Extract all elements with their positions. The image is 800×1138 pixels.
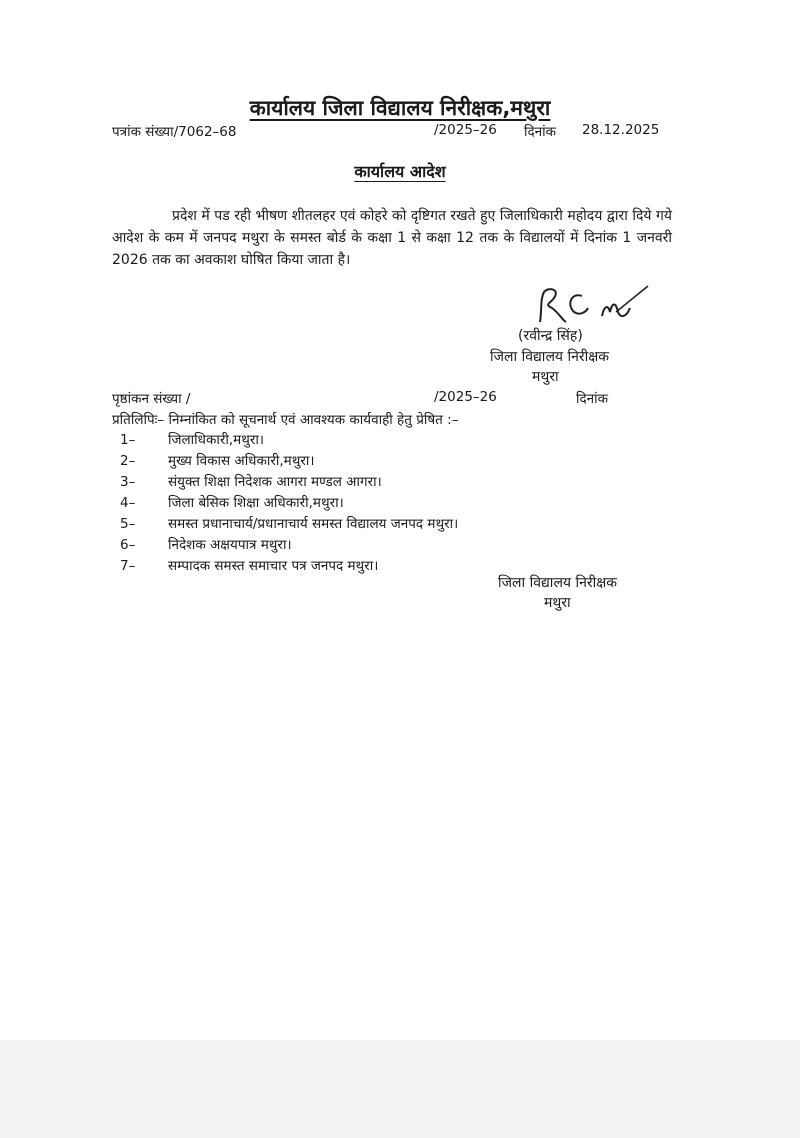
signatory-designation: जिला विद्यालय निरीक्षक	[490, 349, 610, 365]
list-item: 7– सम्पादक समस्त समाचार पत्र जनपद मथुरा।	[120, 558, 379, 574]
office-title: कार्यालय जिला विद्यालय निरीक्षक,मथुरा	[249, 96, 551, 120]
list-item: 3– संयुक्त शिक्षा निदेशक आगरा मण्डल आगरा।	[120, 474, 382, 490]
closing-place: मथुरा	[544, 595, 571, 611]
bottom-margin	[0, 1040, 800, 1138]
order-heading: कार्यालय आदेश	[354, 162, 446, 181]
order-body: प्रदेश में पड रही भीषण शीतलहर एवं कोहरे को दृष्टिगत रखते हुए जिलाधिकारी महोदय द्वारा दिये गये आदेश के कम में जनपद मथुरा के समस्त बोर्ड के कक्षा 1 से कक्षा 12 तक के विद्यालयों में दिनांक 1 जनवरी 2026 तक का अवकाश घोषित किया जाता है।	[112, 208, 672, 268]
closing-designation: जिला विद्यालय निरीक्षक	[498, 575, 618, 591]
date-label: दिनांक	[524, 124, 557, 140]
list-item: 4– जिला बेसिक शिक्षा अधिकारी,मथुरा।	[120, 495, 344, 511]
endorsement-number: पृष्ठांकन संख्या /	[112, 391, 191, 407]
date-value: 28.12.2025	[582, 122, 660, 138]
endorsement-year: /2025–26	[434, 389, 497, 405]
ref-number: पत्रांक संख्या/7062–68	[112, 124, 237, 140]
list-item: 1– जिलाधिकारी,मथुरा।	[120, 432, 264, 448]
ref-year: /2025–26	[434, 122, 497, 138]
list-item: 6– निदेशक अक्षयपात्र मथुरा।	[120, 537, 292, 553]
signatory-name: (रवीन्द्र सिंह)	[518, 328, 583, 344]
signatory-place: मथुरा	[532, 369, 559, 385]
copy-to-intro: प्रतिलिपिः– निम्नांकित को सूचनार्थ एवं आवश्यक कार्यवाही हेतु प्रेषित :–	[112, 412, 459, 428]
list-item: 2– मुख्य विकास अधिकारी,मथुरा।	[120, 453, 315, 469]
list-item: 5– समस्त प्रधानाचार्य/प्रधानाचार्य समस्त विद्यालय जनपद मथुरा।	[120, 516, 459, 532]
endorsement-date-label: दिनांक	[576, 391, 609, 407]
